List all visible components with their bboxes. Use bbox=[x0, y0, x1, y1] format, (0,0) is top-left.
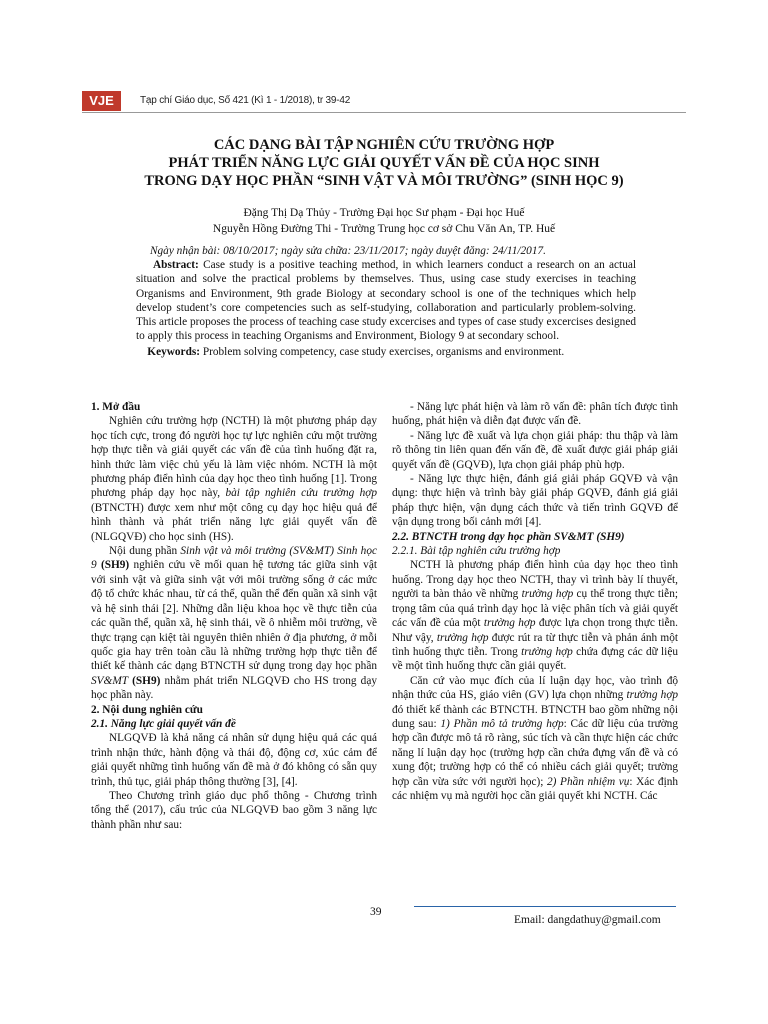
author-2: Nguyễn Hồng Đường Thi - Trường Trung học cơ sở Chu Văn An, TP. Huế bbox=[212, 223, 556, 235]
journal-citation: Tạp chí Giáo dục, Số 421 (Kì 1 - 1/2018), tr 39-42 bbox=[140, 95, 351, 106]
title-line-3: TRONG DẠY HỌC PHẦN “SINH VẬT VÀ MÔI TRƯỜNG” (SINH HỌC 9) bbox=[144, 173, 624, 189]
paragraph-curriculum: Theo Chương trình giáo dục phổ thông - Chương trình tổng thể (2017), cấu trúc của NLGQVĐ bao gồm 3 năng lực thành phần như sau: bbox=[91, 789, 377, 831]
subsection-heading-2-2: 2.2. BTNCTH trong dạy học phần SV&MT (SH9) bbox=[392, 530, 625, 543]
abstract-block bbox=[136, 244, 636, 360]
authors bbox=[84, 205, 684, 237]
author-1: Đặng Thị Dạ Thủy - Trường Đại học Sư phạm - Đại học Huế bbox=[243, 207, 525, 219]
keywords-text: Problem solving competency, case study exercises, organisms and environment. bbox=[202, 346, 565, 359]
footer-rule bbox=[414, 906, 676, 907]
paragraph-ncth: NCTH là phương pháp điển hình của dạy học theo tình huống. Trong dạy học theo NCTH, thay vì trình bày lí thuyết, người ta bàn thảo về những trường hợp cụ thể trong thực tiễn; trọng tâm của quá trình dạy học là việc phân tích và giải quyết các vấn đề của một trường hợp được lựa chọn trong thực tiễn. Như vậy, trường hợp được rút ra từ thực tiễn và phản ánh một tình huống thực tiễn. Trong trường hợp chứa đựng các dữ liệu về một tình huống thực cần giải quyết. bbox=[392, 559, 678, 673]
paragraph-intro-1: Nghiên cứu trường hợp (NCTH) là một phương pháp dạy học tích cực, trong đó người học tự lực nghiên cứu một trường hợp thực tiễn và giải quyết các vấn đề của tình huống đặt ra, hình thức làm việc chủ yếu là làm việc nhóm. NCTH là một phương pháp điển hình của dạy học theo tình huống [1]. Trong phương pháp dạy học này, bài tập nghiên cứu trường hợp (BTNCTH) được xem như một công cụ dạy học hiệu quả để hình thành và phát triển năng lực giải quyết vấn đề (NLGQVĐ) cho học sinh (HS). bbox=[91, 415, 377, 543]
paragraph-btncth: Căn cứ vào mục đích của lí luận dạy học, vào trình độ nhận thức của HS, giáo viên (GV) lựa chọn những trường hợp đó thiết kế thành các BTNCTH. BTNCTH bao gồm những nội dung sau: 1) Phần mô tả trường hợp: Các dữ liệu của trường hợp cần được mô tả rõ ràng, súc tích và cần thực hiện các chức năng lí luận dạy học (trường hợp cần chứa đựng vấn đề và có xung đột; trường hợp có thể có nhiều cách giải quyết; trường hợp cần vừa sức với người học); 2) Phần nhiệm vụ: Xác định các nhiệm vụ mà người học cần giải quyết khi NCTH. Các bbox=[392, 674, 679, 802]
author-email: Email: dangdathuy@gmail.com bbox=[514, 914, 661, 926]
paragraph-intro-2: Nội dung phần Sinh vật và môi trường (SV&MT) Sinh học 9 (SH9) nghiên cứu về mối quan hệ tương tác giữa sinh vật với sinh vật và giữa sinh vật với môi trường sống ở các mức độ tổ chức khác nhau, từ cá thể, quần thể đến quần xã sinh vật và hệ sinh thái [2]. Những dẫn liệu khoa học về thực tiễn của các quần thể, quần xã, hệ sinh thái, về ô nhiễm môi trường, về thực trạng cạn kiệt tài nguyên thiên nhiên ở địa phương, ở mỗi quốc gia hay trên toàn cầu là những trường hợp thực tiễn để thiết kế thành các dạng BTNCTH sử dụng trong dạy học phần SV&MT (SH9) nhằm phát triển NLGQVĐ cho HS trong dạy học phần này. bbox=[91, 545, 377, 702]
left-column bbox=[91, 400, 377, 832]
section-heading-1: 1. Mở đầu bbox=[91, 401, 141, 413]
title-line-2: PHÁT TRIỂN NĂNG LỰC GIẢI QUYẾT VẤN ĐỀ CỦA HỌC SINH bbox=[168, 155, 600, 171]
abstract-text: Case study is a positive teaching method, in which learners conduct a research on an actual situation and solve the practical problems by themselves. Thus, using case study exercises in teaching Organisms and Environment, 9th grade Biology at secondary school is one of the techniques which help develop student’s core competencies such as self-studying, collaboration and particularly problem-solving. This article proposes the process of teaching case study excercises and types of case study excercises designed to apply this process in teaching Organisms and Environment, Biology 9 at secondary school. bbox=[136, 259, 636, 343]
abstract-label: Abstract: bbox=[153, 259, 199, 272]
subsection-heading-2-2-1: 2.2.1. Bài tập nghiên cứu trường hợp bbox=[392, 545, 561, 558]
page-number: 39 bbox=[370, 906, 382, 918]
bullet-competency-3: - Năng lực thực hiện, đánh giá giải pháp GQVĐ và vận dụng: thực hiện và trình bày giải pháp GQVĐ, đánh giá giải pháp thực hiện, vận dụng cách thức và tiến trình GQVĐ để vận dụng trong bối cảnh mới [4]. bbox=[392, 473, 678, 529]
title-line-1: CÁC DẠNG BÀI TẬP NGHIÊN CỨU TRƯỜNG HỢP bbox=[213, 137, 555, 153]
bullet-competency-1: - Năng lực phát hiện và làm rõ vấn đề: phân tích được tình huống, phát hiện và diễn đạt được vấn đề. bbox=[392, 401, 678, 428]
paragraph-nlgqvd: NLGQVĐ là khả năng cá nhân sử dụng hiệu quả các quá trình nhận thức, hành động và thái độ, động cơ, xúc cảm để giải quyết những tình huống vấn đề mà ở đó không có sẵn quy trình, thủ tục, giải pháp thông thường [3], [4]. bbox=[91, 732, 377, 788]
keywords-label: Keywords: bbox=[147, 346, 201, 359]
article-title bbox=[84, 136, 684, 190]
header-rule bbox=[82, 112, 686, 113]
section-heading-2: 2. Nội dung nghiên cứu bbox=[91, 703, 203, 716]
submission-dates: Ngày nhận bài: 08/10/2017; ngày sửa chữa: 23/11/2017; ngày duyệt đăng: 24/11/2017. bbox=[150, 245, 546, 257]
abstract-paragraph bbox=[136, 258, 636, 343]
bullet-competency-2: - Năng lực đề xuất và lựa chọn giải pháp: thu thập và làm rõ thông tin liên quan đến vấn đề, đề xuất được giải pháp giải quyết vấn đề (GQVĐ), lựa chọn giải pháp phù hợp. bbox=[392, 429, 678, 471]
right-column bbox=[392, 400, 678, 803]
keywords-line bbox=[136, 345, 636, 359]
journal-logo: VJE bbox=[82, 91, 121, 111]
subsection-heading-2-1: 2.1. Năng lực giải quyết vấn đề bbox=[91, 717, 236, 730]
